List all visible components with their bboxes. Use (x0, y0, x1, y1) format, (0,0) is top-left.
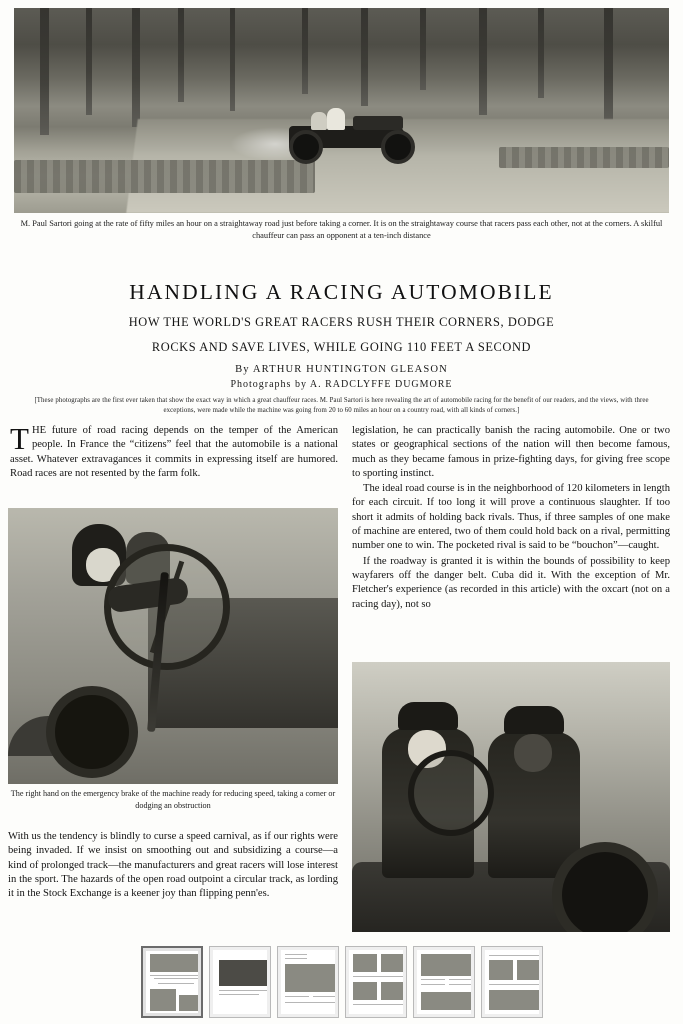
tree-icon (86, 8, 92, 115)
car-hood (353, 116, 403, 130)
thumb-text-line (154, 978, 198, 979)
passenger-face (514, 734, 552, 772)
drop-cap: T (10, 421, 29, 456)
paragraph: With us the tendency is blindly to curse a speed carnival, as if our rights were being invaded. If we insist on smoothing out and subsidizing a course—a kind of prolonged track—the manufacturers and great racers will lose interest in the sport. The hazards of the open road outpoint a circular track, as lording it in the Stock Exchange is a keener joy than flipping penn'es. (8, 831, 338, 900)
left-photo-caption: The right hand on the emergency brake of the machine ready for reducing speed, taking a corner or dodging an obstruction (10, 789, 336, 810)
thumb-text-line (285, 1002, 335, 1003)
tree-icon (479, 8, 487, 115)
editors-note: [These photographs are the first ever taken that show the exact way in which a great chauffeur races. M. Paul Sartori is here revealing the art of automobile racing for the benefit of our readers, and the views, with three exceptions, were made while the machine was going from 20 to 60 miles an hour on a country road, with all kinds of corners.] (34, 397, 649, 415)
paragraph: HE future of road racing depends on the temper of the American people. In France the “citizens” feel that the automobile is a national asset. Whatever extravagances it commits in expressing itself are humored. Road races are not resented by the farm folk. (10, 425, 338, 479)
thumb-photo (489, 990, 539, 1010)
thumb-photo (179, 995, 198, 1011)
body-column-left-top (10, 421, 338, 482)
tree-icon (361, 8, 368, 106)
racing-car-on-road-image (14, 8, 669, 213)
thumb-photo (219, 960, 267, 986)
thumb-photo (150, 989, 176, 1011)
tree-icon (132, 8, 140, 127)
top-photograph (14, 8, 669, 213)
thumb-photo (381, 982, 403, 1000)
tree-icon (538, 8, 544, 98)
article-byline: By ARTHUR HUNTINGTON GLEASON (235, 364, 448, 376)
car-wheel (289, 130, 323, 164)
paragraph: legislation, he can practically banish the racing automobile. One or two states or geographical sections of the nation will then become famous, much as they became famous in prize-fighting days, for giving free scope to sporting instinct. (352, 425, 670, 479)
top-photo-caption: M. Paul Sartori going at the rate of fifty miles an hour on a straightaway road just before taking a corner. It is on the straightaway course that racers pass each other, not at the corners. A skilful chauffeur can pass an opponent at a ten-inch distance (20, 219, 663, 241)
passenger-figure (488, 732, 580, 878)
thumb-text-line (158, 983, 194, 984)
body-column-right-top (352, 424, 670, 613)
car-wheel (381, 130, 415, 164)
tree-icon (604, 8, 613, 123)
paragraph: If the roadway is granted it is within the bounds of possibility to keep wayfarers off the danger belt. Cuba did it. With the exception of Mr. Fletcher's experience (as recorded in this article) with the oxcart (not on a racing day), not so (352, 555, 670, 610)
paragraph: The ideal road course is in the neighborhood of 120 kilometers in length for each circuit. If too long it will prove a continuous slaughter. If too short it admits of holding back rivals. Thus, if three samples of one make of machine are entered, two of them could hold back on a rival, permitting number one to win. The pocketed rival is said to be “bouchon”—caught. (352, 483, 670, 552)
thumb-text-line (489, 955, 539, 956)
thumb-text-line (219, 994, 259, 995)
photo-credit: Photographs by A. RADCLYFFE DUGMORE (230, 379, 453, 391)
thumb-text-line (449, 984, 471, 985)
thumbnail-page-1[interactable] (141, 946, 203, 1018)
thumbnail-page-5[interactable] (413, 946, 475, 1018)
car-driver (327, 108, 345, 130)
car-passenger (311, 112, 327, 130)
thumbnail-preview (146, 951, 198, 1013)
body-column-left-bottom (8, 830, 338, 902)
tree-icon (178, 8, 184, 102)
driver-cap (398, 702, 458, 730)
thumb-photo (285, 964, 335, 992)
thumb-text-line (421, 979, 445, 980)
thumb-photo (517, 960, 539, 980)
thumbnail-preview (281, 950, 335, 1014)
thumbnail-page-3[interactable] (277, 946, 339, 1018)
thumb-text-line (353, 976, 403, 977)
thumb-photo (421, 992, 471, 1010)
article-subtitle-line-1: HOW THE WORLD'S GREAT RACERS RUSH THEIR CORNERS, DODGE (128, 315, 555, 329)
thumbnail-page-4[interactable] (345, 946, 407, 1018)
steering-wheel (408, 750, 494, 836)
thumb-text-line (313, 996, 335, 997)
thumb-text-line (150, 975, 198, 976)
racing-car (283, 100, 419, 166)
thumb-photo (421, 954, 471, 976)
thumbnail-preview (349, 950, 403, 1014)
car-tire (552, 842, 658, 932)
driver-and-passenger-image (352, 662, 670, 932)
thumb-text-line (353, 1004, 403, 1005)
thumb-text-line (285, 958, 307, 959)
thumbnail-preview (485, 950, 539, 1014)
thumb-text-line (489, 984, 539, 985)
tree-icon (302, 8, 308, 94)
thumbnail-preview (417, 950, 471, 1014)
stone-wall (14, 160, 315, 193)
car-tire (46, 686, 138, 778)
article-title: HANDLING A RACING AUTOMOBILE (129, 280, 554, 304)
thumb-text-line (421, 984, 445, 985)
article-subtitle-line-2: ROCKS AND SAVE LIVES, WHILE GOING 110 FEET A SECOND (151, 340, 532, 355)
page-thumbnail-strip[interactable] (0, 946, 683, 1018)
headline-block (14, 280, 669, 417)
thumbnail-page-2[interactable] (209, 946, 271, 1018)
thumb-text-line (285, 996, 309, 997)
two-men-in-car-photograph (352, 662, 670, 932)
thumb-photo (489, 960, 513, 980)
tree-icon (40, 8, 49, 135)
thumb-text-line (285, 954, 307, 955)
tree-icon (420, 8, 426, 90)
thumb-text-line (219, 990, 267, 991)
thumb-text-line (449, 979, 471, 980)
stone-wall (499, 147, 669, 168)
emergency-brake-photograph (8, 508, 338, 784)
thumb-photo (381, 954, 403, 972)
thumbnail-page-6[interactable] (481, 946, 543, 1018)
tree-icon (230, 8, 235, 111)
thumb-photo (353, 982, 377, 1000)
passenger-cap (504, 706, 564, 734)
thumb-photo (353, 954, 377, 972)
thumbnail-preview (213, 950, 267, 1014)
thumb-photo (150, 954, 198, 972)
driver-at-wheel-image (8, 508, 338, 784)
